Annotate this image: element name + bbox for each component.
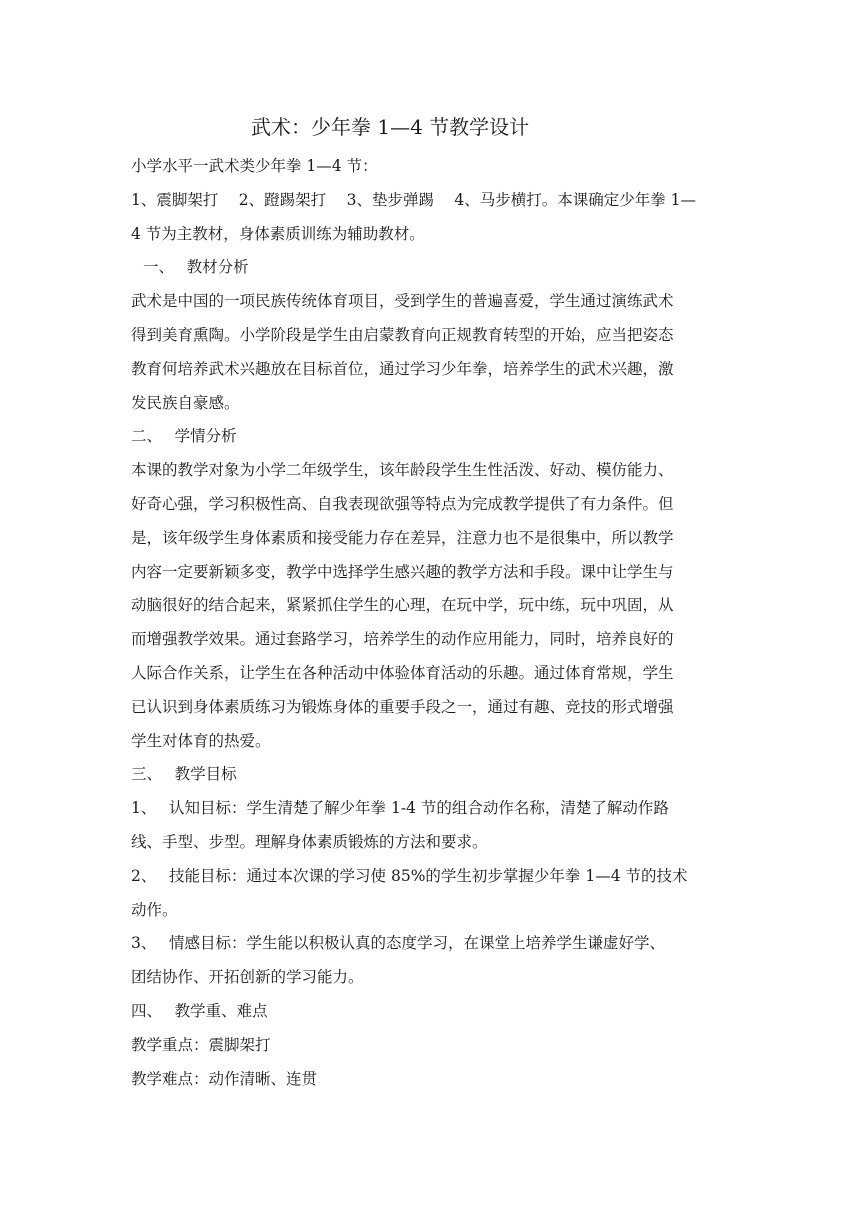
goal-item-line: 3、 情感目标：学生能以积极认真的态度学习，在课堂上培养学生谦虚好学、 [131, 934, 666, 953]
section-heading-material-analysis: 一、 教材分析 [143, 258, 249, 277]
paragraph-line: 发民族自豪感。 [131, 393, 240, 412]
goal-item-line: 团结协作、开拓创新的学习能力。 [131, 968, 364, 987]
paragraph-line: 动脑很好的结合起来，紧紧抓住学生的心理，在玩中学，玩中练，玩中巩固，从 [131, 596, 674, 615]
intro-items-line: 1、震脚架打 2、蹬踢架打 3、垫步弹踢 4、马步横打。本课确定少年拳 1— [131, 190, 697, 209]
goal-item-line: 线、手型、步型。理解身体素质锻炼的方法和要求。 [131, 832, 488, 851]
goal-item-line: 动作。 [131, 900, 178, 919]
paragraph-line: 是，该年级学生身体素质和接受能力存在差异，注意力也不是很集中，所以教学 [131, 528, 674, 547]
document-title: 武术：少年拳 1—4 节教学设计 [251, 115, 530, 139]
difficulty-line: 教学难点：动作清晰、连贯 [131, 1069, 318, 1088]
section-heading-teaching-goals: 三、 教学目标 [131, 765, 237, 784]
section-heading-key-points: 四、 教学重、难点 [131, 1001, 268, 1020]
paragraph-line: 好奇心强，学习积极性高、自我表现欲强等特点为完成教学提供了有力条件。但 [131, 494, 674, 513]
intro-line: 小学水平一武术类少年拳 1—4 节： [131, 157, 378, 175]
paragraph-line: 本课的教学对象为小学二年级学生，该年龄段学生生性活泼、好动、模仿能力、 [131, 461, 674, 480]
goal-item-line: 2、 技能目标：通过本次课的学习使 85%的学生初步掌握少年拳 1—4 节的技术 [131, 866, 688, 885]
key-point-line: 教学重点：震脚架打 [131, 1035, 271, 1054]
paragraph-line: 人际合作关系，让学生在各种活动中体验体育活动的乐趣。通过体育常规，学生 [131, 663, 674, 682]
paragraph-line: 已认识到身体素质练习为锻炼身体的重要手段之一，通过有趣、竞技的形式增强 [131, 697, 674, 716]
paragraph-line: 得到美育熏陶。小学阶段是学生由启蒙教育向正规教育转型的开始，应当把姿态 [131, 325, 674, 344]
goal-item-line: 1、 认知目标：学生清楚了解少年拳 1-4 节的组合动作名称，清楚了解动作路 [131, 799, 669, 818]
paragraph-line: 内容一定要新颖多变，教学中选择学生感兴趣的教学方法和手段。课中让学生与 [131, 562, 674, 581]
paragraph-line: 教育何培养武术兴趣放在目标首位，通过学习少年拳，培养学生的武术兴趣，激 [131, 359, 674, 378]
intro-items-line: 4 节为主教材，身体素质训练为辅助教材。 [131, 224, 425, 243]
document-content [131, 112, 731, 1096]
paragraph-line: 武术是中国的一项民族传统体育项目，受到学生的普遍喜爱，学生通过演练武术 [131, 292, 674, 311]
paragraph-line: 而增强教学效果。通过套路学习，培养学生的动作应用能力，同时，培养良好的 [131, 630, 674, 649]
section-heading-student-analysis: 二、 学情分析 [131, 427, 237, 446]
paragraph-line: 学生对体育的热爱。 [131, 731, 271, 750]
